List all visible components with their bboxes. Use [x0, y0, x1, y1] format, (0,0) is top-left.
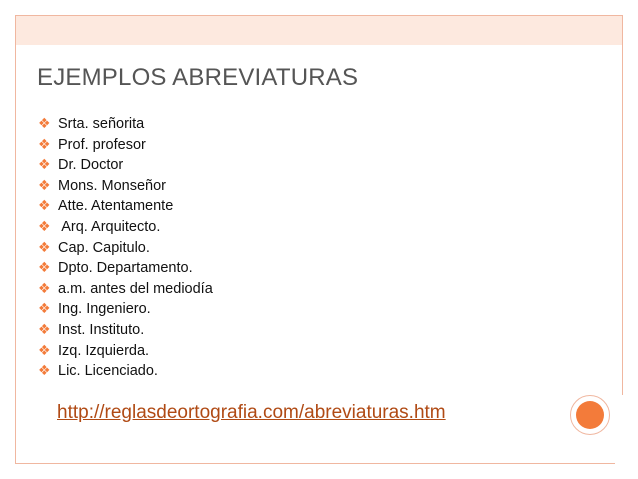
list-item	[38, 279, 213, 300]
list-item	[38, 155, 124, 176]
bullet-icon: ❖	[38, 342, 51, 359]
list-item-text: Dr. Doctor	[58, 157, 124, 174]
slide-title: EJEMPLOS ABREVIATURAS	[37, 64, 359, 91]
list-item-text: Dpto. Departamento.	[58, 260, 193, 277]
bullet-icon: ❖	[38, 301, 51, 318]
list-item	[38, 320, 145, 341]
bullet-icon: ❖	[38, 198, 51, 215]
list-item-text: Arq. Arquitecto.	[58, 218, 161, 235]
list-item	[38, 135, 146, 156]
list-item	[38, 341, 150, 362]
list-item	[38, 176, 166, 197]
list-item-text: Lic. Licenciado.	[58, 363, 158, 380]
slide-frame-right	[622, 45, 623, 395]
decorative-circle-icon	[576, 401, 604, 429]
list-item	[38, 196, 174, 217]
list-item-text: Atte. Atentamente	[58, 198, 174, 215]
list-item	[38, 361, 158, 382]
bullet-icon: ❖	[38, 280, 51, 297]
bullet-icon: ❖	[38, 218, 51, 235]
source-link[interactable]: http://reglasdeortografia.com/abreviaturas.htm	[57, 402, 446, 423]
list-item	[38, 114, 145, 135]
list-item-text: Prof. profesor	[58, 136, 146, 153]
bullet-icon: ❖	[38, 321, 51, 338]
abbreviation-list	[38, 114, 213, 382]
bullet-icon: ❖	[38, 116, 51, 132]
list-item-text: Cap. Capitulo.	[58, 239, 150, 256]
list-item	[38, 217, 161, 238]
list-item-text: Mons. Monseñor	[58, 177, 166, 194]
bullet-icon: ❖	[38, 260, 51, 277]
list-item-text: Srta. señorita	[58, 116, 145, 132]
bullet-icon: ❖	[38, 239, 51, 256]
bullet-icon: ❖	[38, 157, 51, 174]
list-item	[38, 258, 193, 279]
bullet-icon: ❖	[38, 136, 51, 153]
list-item-text: Inst. Instituto.	[58, 321, 145, 338]
list-item-text: Ing. Ingeniero.	[58, 301, 151, 318]
list-item-text: a.m. antes del mediodía	[58, 280, 213, 297]
list-item	[38, 299, 151, 320]
list-item	[38, 238, 150, 259]
bullet-icon: ❖	[38, 363, 51, 380]
slide-frame-bottom	[15, 463, 615, 464]
slide-frame-top	[15, 15, 623, 45]
bullet-icon: ❖	[38, 177, 51, 194]
list-item-text: Izq. Izquierda.	[58, 342, 150, 359]
slide-frame-left	[15, 45, 16, 464]
